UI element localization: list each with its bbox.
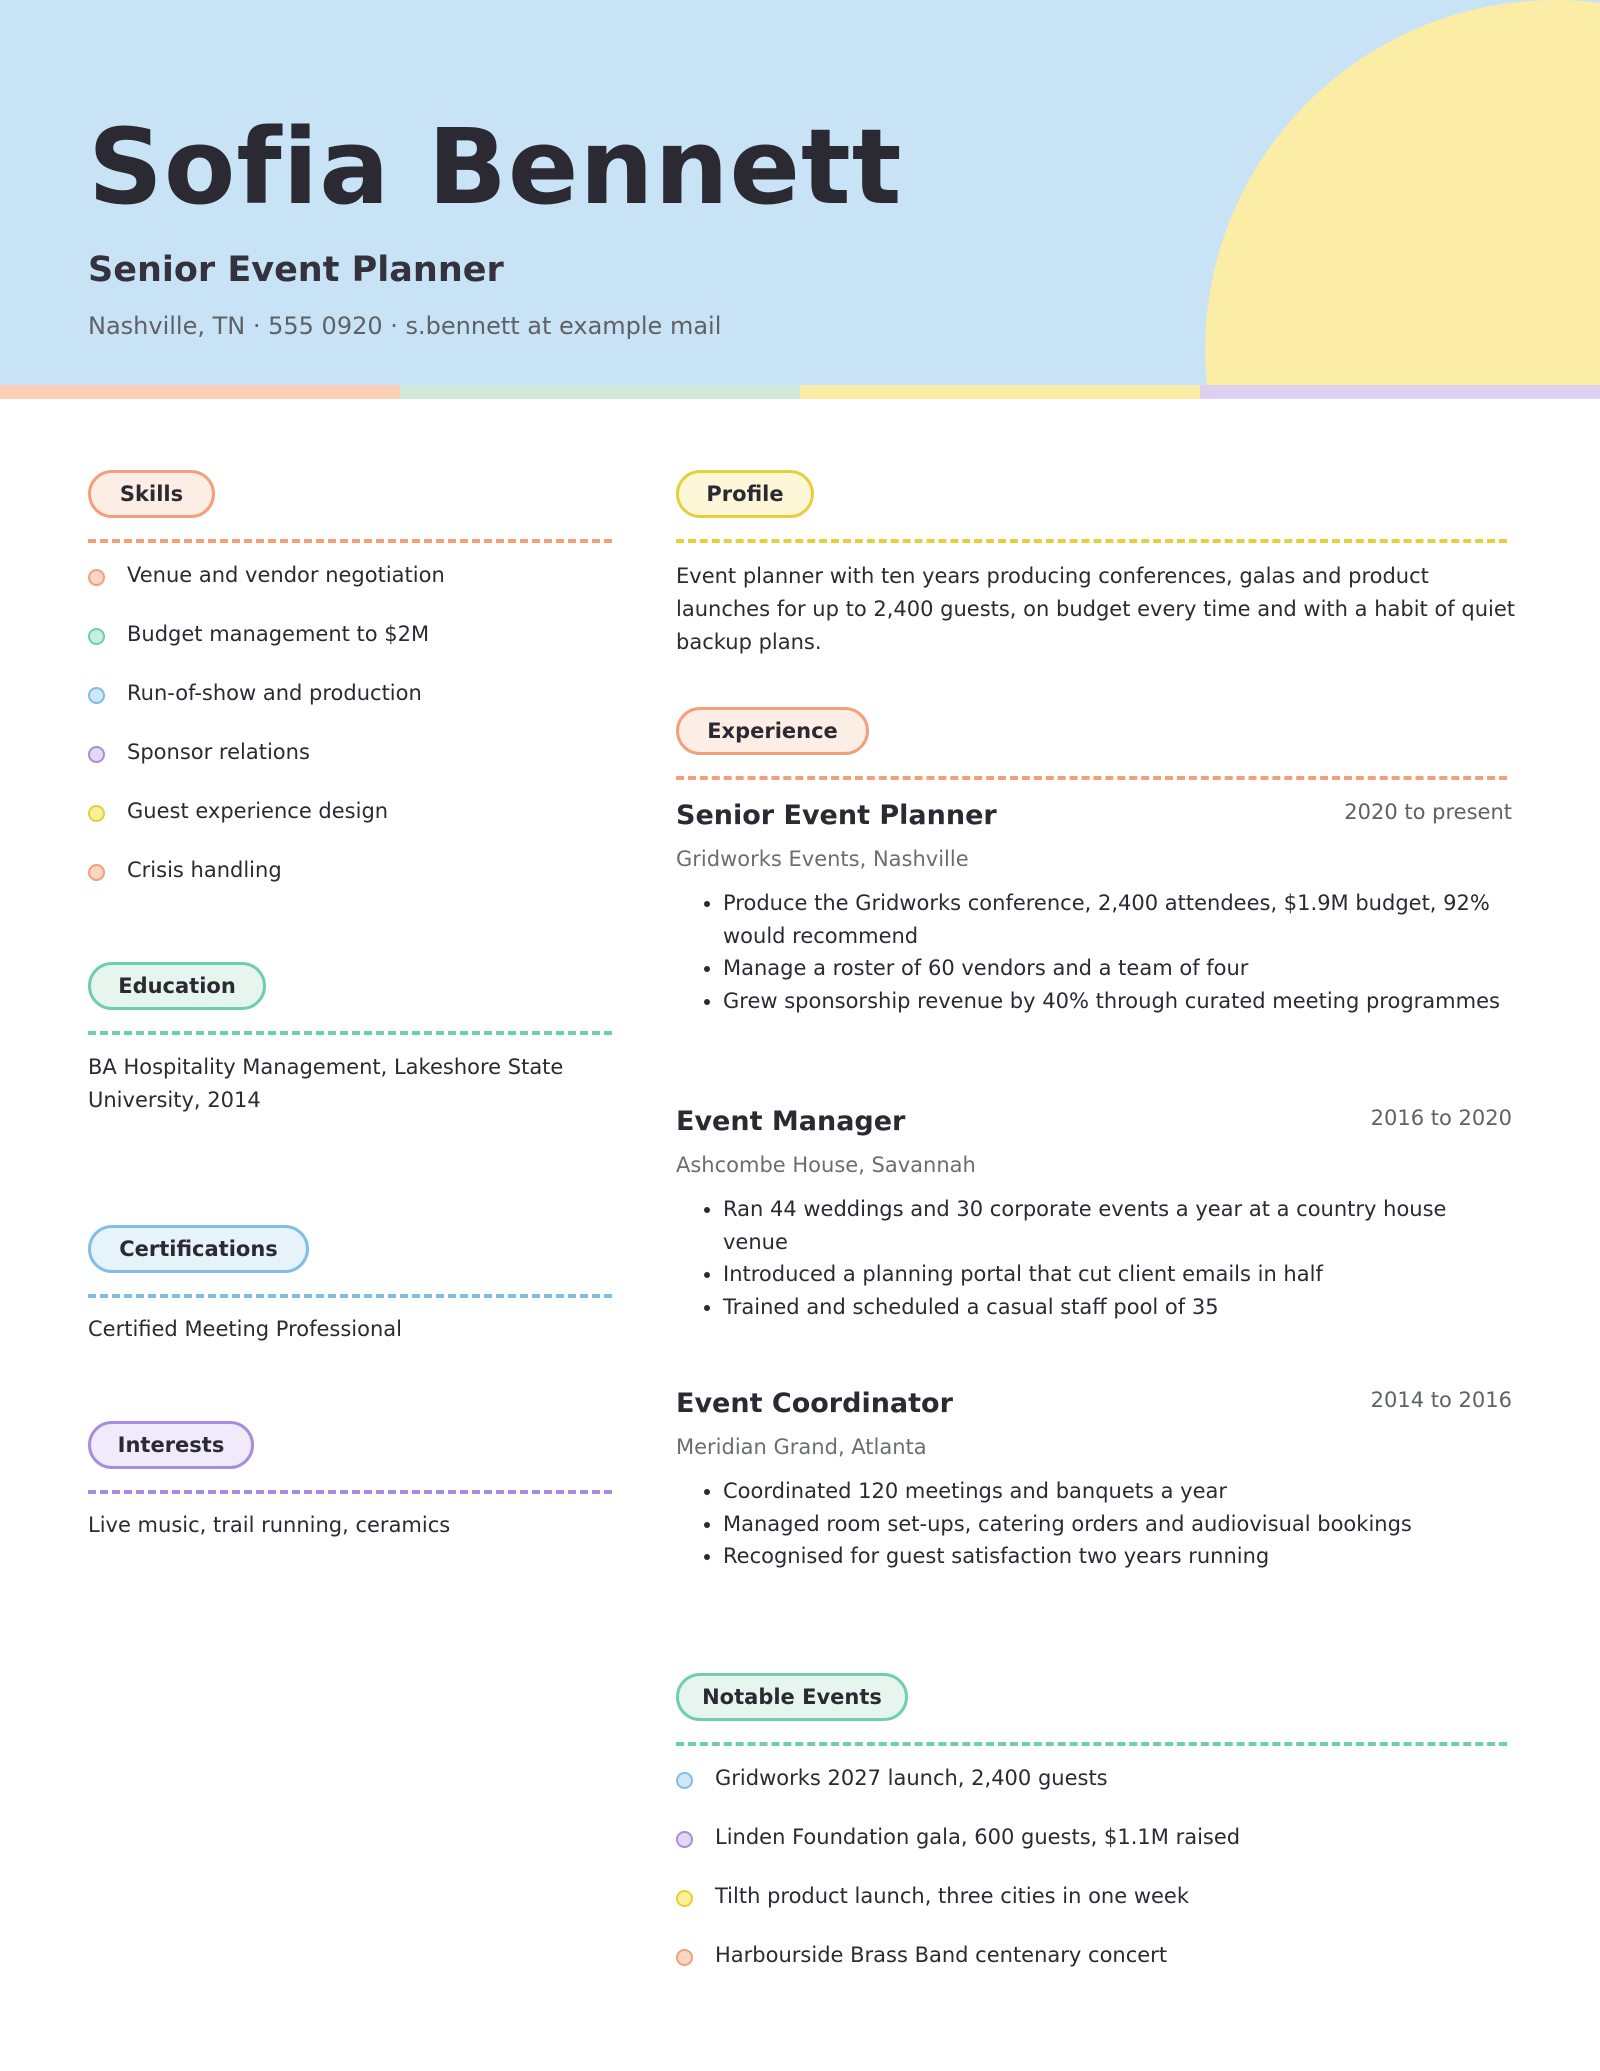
contact-line: Nashville, TN · 555 0920 · s.bennett at example mail: [88, 312, 722, 340]
job-title: Event Coordinator: [676, 1388, 953, 1419]
job-bullet: • Managed room set-ups, catering orders and audiovisual bookings: [723, 1508, 1503, 1541]
education-divider: [88, 1031, 612, 1035]
color-stripe-bar: [0, 385, 1600, 399]
skill-bullet-icon: [88, 628, 105, 645]
job-bullets: [698, 887, 1503, 1017]
candidate-name: Sofia Bennett: [88, 106, 903, 228]
skill-item: Sponsor relations: [127, 740, 310, 764]
job-bullet: • Coordinated 120 meetings and banquets a year: [723, 1475, 1503, 1508]
skills-divider: [88, 539, 612, 543]
stripe-purple: [1200, 385, 1600, 399]
job-bullet: • Grew sponsorship revenue by 40% through curated meeting programmes: [723, 985, 1503, 1018]
notable-event-item: Harbourside Brass Band centenary concert: [715, 1943, 1168, 1967]
job-organization: Gridworks Events, Nashville: [676, 847, 969, 871]
job-bullet: • Produce the Gridworks conference, 2,400 attendees, $1.9M budget, 92% would recommend: [723, 887, 1503, 952]
job-title: Event Manager: [676, 1106, 906, 1137]
sun-decoration: [1205, 0, 1600, 385]
education-text: BA Hospitality Management, Lakeshore State University, 2014: [88, 1055, 564, 1112]
notable-event-bullet-icon: [676, 1772, 693, 1789]
notable-event-bullet-icon: [676, 1831, 693, 1848]
notable-events-heading: Notable Events: [676, 1673, 908, 1721]
stripe-orange: [0, 385, 400, 399]
job-title: Senior Event Planner: [676, 800, 997, 831]
job-bullet: • Recognised for guest satisfaction two years running: [723, 1540, 1503, 1573]
skill-item: Crisis handling: [127, 858, 282, 882]
skill-bullet-icon: [88, 569, 105, 586]
candidate-title: Senior Event Planner: [88, 250, 504, 290]
skill-bullet-icon: [88, 746, 105, 763]
notable-events-divider: [676, 1742, 1507, 1746]
job-organization: Ashcombe House, Savannah: [676, 1153, 976, 1177]
interests-heading: Interests: [88, 1421, 254, 1469]
header-banner: [0, 0, 1600, 385]
job-organization: Meridian Grand, Atlanta: [676, 1435, 927, 1459]
certifications-text: Certified Meeting Professional: [88, 1317, 402, 1341]
profile-heading: Profile: [676, 470, 814, 518]
notable-event-bullet-icon: [676, 1890, 693, 1907]
profile-divider: [676, 539, 1507, 543]
notable-event-bullet-icon: [676, 1949, 693, 1966]
skills-heading: Skills: [88, 470, 215, 518]
experience-divider: [676, 776, 1507, 780]
skill-item: Budget management to $2M: [127, 622, 430, 646]
job-dates: 2020 to present: [1344, 800, 1512, 824]
certifications-heading: Certifications: [88, 1225, 309, 1273]
notable-event-item: Gridworks 2027 launch, 2,400 guests: [715, 1766, 1108, 1790]
certifications-divider: [88, 1294, 612, 1298]
skill-bullet-icon: [88, 687, 105, 704]
interests-text: Live music, trail running, ceramics: [88, 1513, 451, 1537]
stripe-green: [400, 385, 800, 399]
job-dates: 2016 to 2020: [1370, 1106, 1512, 1130]
job-dates: 2014 to 2016: [1370, 1388, 1512, 1412]
notable-event-item: Linden Foundation gala, 600 guests, $1.1M raised: [715, 1825, 1241, 1849]
education-heading: Education: [88, 962, 266, 1010]
interests-divider: [88, 1490, 612, 1494]
experience-heading: Experience: [676, 707, 869, 755]
skill-item: Run-of-show and production: [127, 681, 422, 705]
job-bullet: • Introduced a planning portal that cut client emails in half: [723, 1258, 1503, 1291]
skill-item: Guest experience design: [127, 799, 389, 823]
job-bullets: [698, 1193, 1503, 1323]
stripe-yellow: [800, 385, 1200, 399]
profile-text: Event planner with ten years producing conferences, galas and product launches for up to 2,400 guests, on budget every time and with a habit of quiet backup plans.: [676, 564, 1515, 654]
job-bullet: • Manage a roster of 60 vendors and a team of four: [723, 952, 1503, 985]
skill-bullet-icon: [88, 864, 105, 881]
job-bullet: • Trained and scheduled a casual staff pool of 35: [723, 1291, 1503, 1324]
skill-bullet-icon: [88, 805, 105, 822]
job-bullet: • Ran 44 weddings and 30 corporate events a year at a country house venue: [723, 1193, 1503, 1258]
job-bullets: [698, 1475, 1503, 1573]
notable-event-item: Tilth product launch, three cities in one week: [715, 1884, 1190, 1908]
skill-item: Venue and vendor negotiation: [127, 563, 445, 587]
